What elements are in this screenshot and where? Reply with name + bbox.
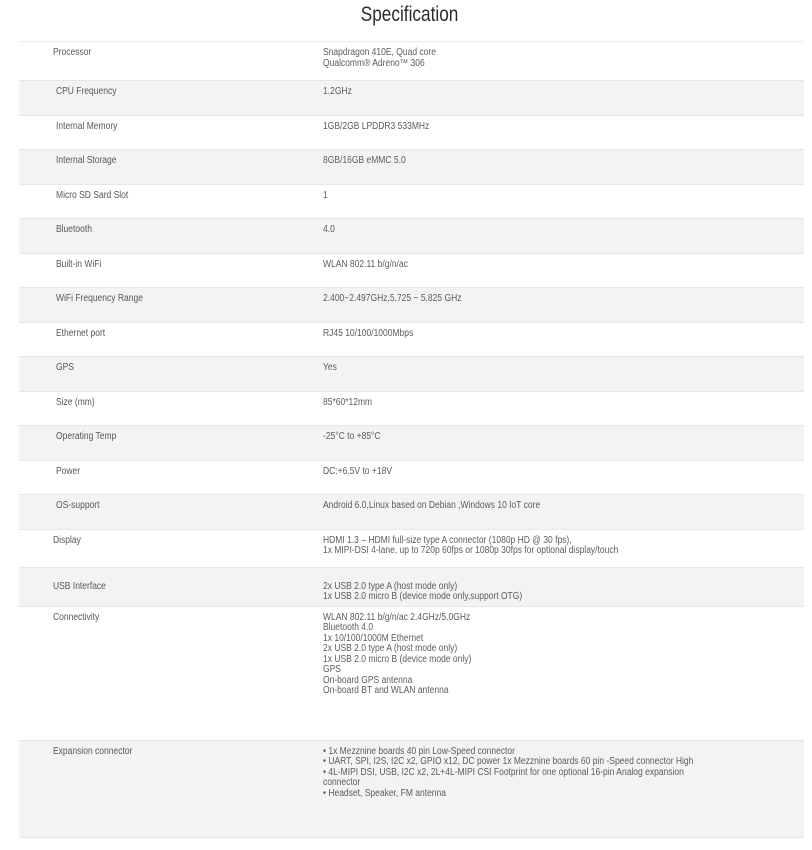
spec-label: Bluetooth bbox=[56, 224, 92, 236]
spec-value-line: 2x USB 2.0 type A (host mode only) bbox=[323, 643, 458, 655]
spec-value bbox=[323, 398, 381, 409]
spec-value bbox=[323, 87, 357, 98]
spec-label: Micro SD Sard Slot bbox=[56, 189, 129, 201]
spec-value-line: 1 bbox=[323, 189, 328, 201]
spec-label: Size (mm) bbox=[56, 396, 95, 408]
spec-value-line: Snapdragon 410E, Quad core bbox=[323, 47, 436, 58]
spec-value bbox=[323, 329, 429, 340]
spec-value-line: 2x USB 2.0 type A (host mode only) bbox=[323, 580, 458, 592]
spec-row-ethernet-port bbox=[19, 323, 804, 358]
spec-value-line: 1x USB 2.0 micro B (device mode only,support OTG) bbox=[323, 591, 523, 603]
spec-label: CPU Frequency bbox=[56, 86, 117, 97]
spec-value bbox=[323, 432, 391, 443]
spec-label: Processor bbox=[53, 47, 92, 58]
spec-value bbox=[323, 156, 420, 167]
spec-value bbox=[323, 582, 557, 603]
spec-row-connectivity bbox=[19, 607, 804, 741]
spec-value-bullet: • Headset, Speaker, FM antenna bbox=[323, 787, 446, 799]
title-area bbox=[0, 1, 812, 31]
page-title: Specification bbox=[361, 3, 459, 26]
spec-value-line: DC:+6.5V to +18V bbox=[323, 465, 392, 477]
spec-label: Internal Memory bbox=[56, 120, 118, 132]
spec-row-wifi-frequency-range bbox=[19, 288, 804, 323]
spec-label: Built-in WiFi bbox=[56, 258, 102, 270]
spec-value bbox=[323, 260, 423, 271]
spec-label: Internal Storage bbox=[56, 155, 117, 167]
spec-row-internal-memory bbox=[19, 116, 804, 151]
spec-label: WiFi Frequency Range bbox=[56, 293, 143, 305]
spec-value bbox=[323, 363, 339, 374]
spec-value-line: 1.2GHz bbox=[323, 86, 352, 97]
spec-row-cpu-frequency bbox=[19, 81, 804, 116]
spec-value-line: WLAN 802.11 b/g/n/ac 2.4GHz/5.0GHz bbox=[323, 611, 471, 623]
spec-value-line: 4.0 bbox=[323, 224, 335, 236]
spec-value-bullet: • UART, SPI, I2S, I2C x2, GPIO x12, DC power 1x Mezznine boards 60 pin -Speed connector High bbox=[323, 756, 694, 768]
spec-row-bluetooth bbox=[19, 219, 804, 254]
spec-value-line: 8GB/16GB eMMC 5.0 bbox=[323, 155, 406, 167]
spec-value-line: 1x MIPI-DSI 4-lane, up to 720p 60fps or 1080p 30fps for optional display/touch bbox=[323, 545, 619, 557]
spec-value-line: WLAN 802.11 b/g/n/ac bbox=[323, 258, 408, 270]
spec-label: Expansion connector bbox=[53, 745, 133, 757]
spec-row-size bbox=[19, 392, 804, 427]
spec-value bbox=[323, 536, 670, 557]
spec-value-line: 1GB/2GB LPDDR3 533MHz bbox=[323, 120, 430, 132]
spec-value bbox=[323, 225, 337, 236]
spec-value bbox=[323, 48, 456, 69]
spec-label: OS-support bbox=[56, 500, 100, 512]
spec-value-line: Bluetooth 4.0 bbox=[323, 622, 374, 634]
spec-value-line: connector bbox=[323, 777, 361, 789]
spec-row-os-support bbox=[19, 495, 804, 530]
spec-value-line: 1x 10/100/1000M Ethernet bbox=[323, 632, 424, 644]
spec-value-line: On-board BT and WLAN antenna bbox=[323, 685, 449, 697]
spec-row-usb-interface bbox=[19, 568, 804, 607]
spec-value-line: -25°C to +85°C bbox=[323, 431, 381, 443]
spec-value bbox=[323, 294, 486, 305]
spec-row-operating-temp bbox=[19, 426, 804, 461]
spec-label: Display bbox=[53, 534, 81, 546]
spec-value-line: Android 6.0,Linux based on Debian ,Windows 10 IoT core bbox=[323, 500, 541, 512]
spec-label: USB Interface bbox=[53, 580, 106, 592]
spec-row-power bbox=[19, 461, 804, 496]
spec-value-line: RJ45 10/100/1000Mbps bbox=[323, 327, 414, 339]
spec-value-line: Qualcomm® Adreno™ 306 bbox=[323, 57, 425, 69]
spec-label: Operating Temp bbox=[56, 431, 117, 443]
spec-row-expansion-connector bbox=[19, 741, 804, 838]
spec-value bbox=[323, 191, 329, 202]
spec-value-line: On-board GPS antenna bbox=[323, 674, 413, 686]
spec-value bbox=[323, 501, 579, 512]
spec-value-line: 1x USB 2.0 micro B (device mode only) bbox=[323, 653, 472, 665]
spec-value bbox=[323, 122, 448, 133]
spec-value-bullet: • 1x Mezznine boards 40 pin Low-Speed connector bbox=[323, 745, 515, 757]
spec-value-line: 2.400~2.497GHz,5.725 ~ 5.825 GHz bbox=[323, 293, 462, 305]
spec-value-line: Yes bbox=[323, 362, 337, 374]
spec-value bbox=[323, 467, 404, 478]
spec-label: Connectivity bbox=[53, 611, 100, 623]
spec-label: Ethernet port bbox=[56, 327, 106, 339]
spec-label: GPS bbox=[56, 362, 74, 374]
spec-row-micro-sd-slot bbox=[19, 185, 804, 220]
spec-row-internal-storage bbox=[19, 150, 804, 185]
spec-value bbox=[323, 747, 759, 800]
spec-value-line: 85*60*12mm bbox=[323, 396, 373, 408]
spec-label: Power bbox=[56, 465, 81, 477]
spec-row-gps bbox=[19, 357, 804, 392]
spec-table bbox=[19, 41, 804, 838]
spec-row-builtin-wifi bbox=[19, 254, 804, 289]
spec-row-display bbox=[19, 530, 804, 568]
spec-row-processor bbox=[19, 42, 804, 81]
spec-value-line: GPS bbox=[323, 664, 341, 676]
spec-value bbox=[323, 613, 498, 697]
spec-value-line: HDMI 1.3 – HDMI full-size type A connector (1080p HD @ 30 fps), bbox=[323, 534, 572, 546]
spec-value-bullet: • 4L-MIPI DSI, USB, I2C x2, 2L+4L-MIPI CSI Footprint for one optional 16-pin Analog expansion bbox=[323, 766, 684, 778]
